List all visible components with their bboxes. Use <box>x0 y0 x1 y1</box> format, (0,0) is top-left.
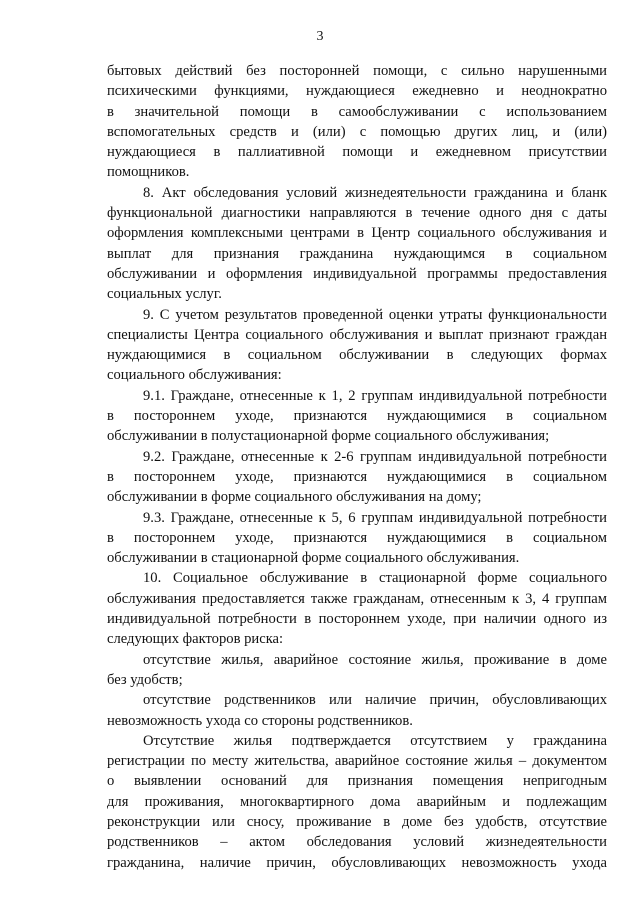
text-line: бытовых действий без посторонней помощи, с сильно нарушенными <box>107 63 607 79</box>
text-line: отсутствие родственников или наличие причин, обусловливающих <box>143 692 607 709</box>
text-line: 9.1. Граждане, отнесенные к 1, 2 группам индивидуальной потребности <box>143 387 607 404</box>
text-line: 10. Социальное обслуживание в стационарной форме социального <box>143 570 607 587</box>
text-line: родственников – актом обследования условий жизнедеятельности <box>107 834 607 851</box>
text-line: социального обслуживания: <box>107 367 282 384</box>
text-line: о выявлении оснований для признания помещения непригодным <box>107 773 607 790</box>
text-line: 8. Акт обследования условий жизнедеятельности гражданина и бланк <box>143 184 607 201</box>
text-line: специалисты Центра социального обслуживания и выплат признают граждан <box>107 326 607 343</box>
text-line: оформления комплексными центрами в Центр социального обслуживания и <box>107 225 607 242</box>
text-line: социальных услуг. <box>107 286 222 303</box>
text-line: для проживания, многоквартирного дома аварийным и подлежащим <box>107 793 607 810</box>
text-line: обслуживании в полустационарной форме социального обслуживания; <box>107 428 550 445</box>
text-line: регистрации по месту жительства, аварийное состояние жилья – документом <box>107 753 607 770</box>
text-line: обслуживании в форме социального обслуживания на дому; <box>107 489 482 506</box>
page-number: 3 <box>316 29 324 44</box>
text-line: следующих факторов риска: <box>107 631 284 648</box>
text-line: Отсутствие жилья подтверждается отсутствием у гражданина <box>143 732 607 749</box>
text-line: функциональной диагностики направляются в течение одного дня с даты <box>107 205 607 222</box>
text-line: индивидуальной потребности в постороннем уходе, при наличии одного из <box>107 611 607 628</box>
text-line: 9.2. Граждане, отнесенные к 2-6 группам индивидуальной потребности <box>143 448 607 465</box>
text-line: психическими функциями, нуждающиеся ежедневно и неоднократно <box>107 83 607 100</box>
text-line: отсутствие жилья, аварийное состояние жилья, проживание в доме <box>143 651 607 668</box>
text-line: выплат для признания гражданина нуждающимся в социальном <box>107 245 607 262</box>
text-line: без удобств; <box>107 671 183 688</box>
text-line: нуждающимися в социальном обслуживании в следующих формах <box>107 347 607 364</box>
document-body <box>107 61 607 873</box>
text-line: 9. С учетом результатов проведенной оценки утраты функциональности <box>143 306 607 323</box>
text-line: гражданина, наличие причин, обусловливающих невозможность ухода <box>107 854 607 871</box>
text-line: вспомогательных средств и (или) с помощью других лиц, и (или) <box>107 123 607 140</box>
text-line: нуждающиеся в паллиативной помощи и ежедневном присутствии <box>107 144 607 161</box>
text-line: в постороннем уходе, признаются нуждающимися в социальном <box>107 529 607 546</box>
text-line: невозможность ухода со стороны родственников. <box>107 712 413 729</box>
text-line: в постороннем уходе, признаются нуждающимися в социальном <box>107 408 607 425</box>
text-line: в значительной помощи в самообслуживании с использованием <box>107 103 607 120</box>
text-line: помощников. <box>107 164 190 181</box>
text-line: в постороннем уходе, признаются нуждающимися в социальном <box>107 468 607 485</box>
text-line: обслуживании в стационарной форме социального обслуживания. <box>107 550 520 567</box>
text-line: реконструкции или сносу, проживание в доме без удобств, отсутствие <box>107 813 607 830</box>
text-line: 9.3. Граждане, отнесенные к 5, 6 группам индивидуальной потребности <box>143 509 607 526</box>
text-line: обслуживания предоставляется также гражданам, отнесенным к 3, 4 группам <box>107 590 607 607</box>
text-line: обслуживании и оформления индивидуальной программы предоставления <box>107 265 607 282</box>
